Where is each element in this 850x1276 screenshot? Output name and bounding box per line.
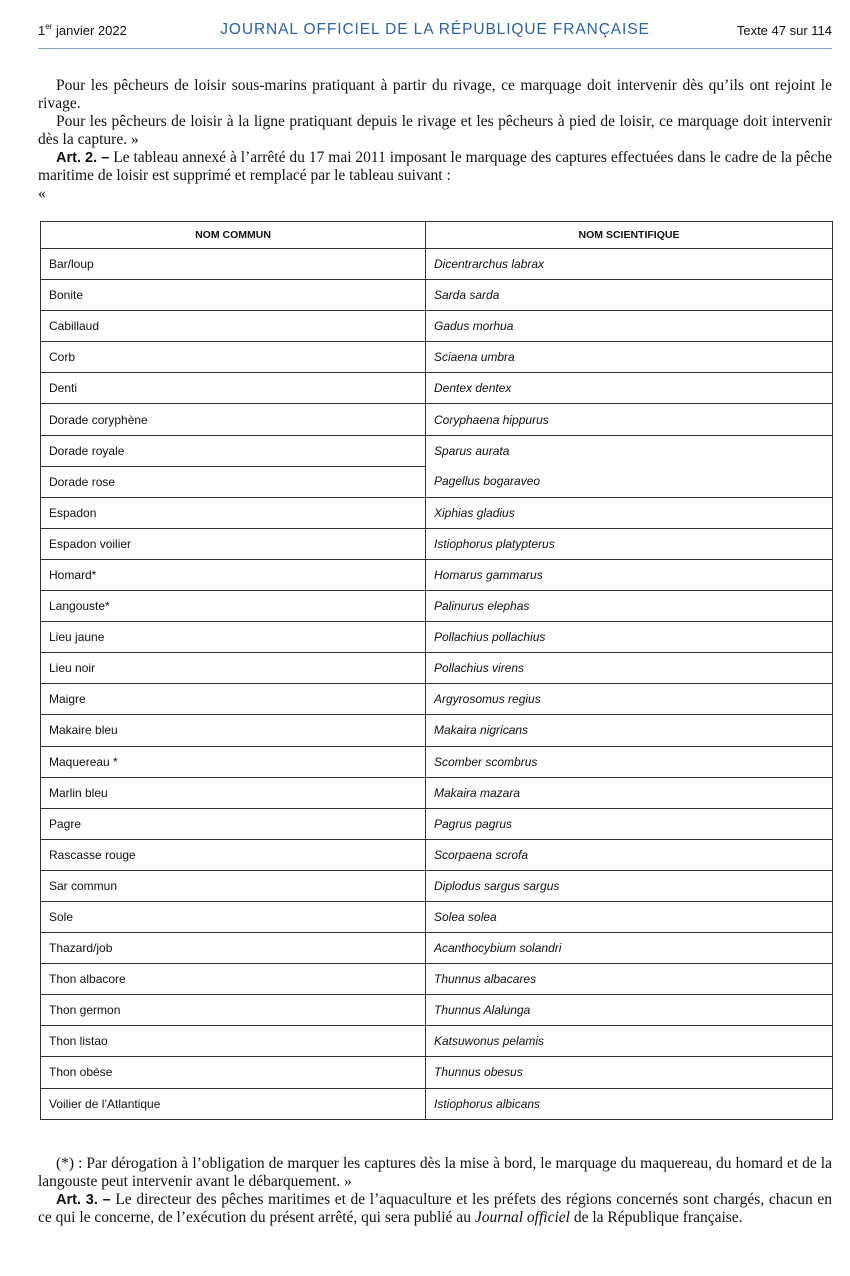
intro-text [38, 77, 832, 203]
scientific-name-cell: Pagellus bogaraveo [426, 466, 833, 497]
common-name-cell: Dorade coryphène [41, 404, 426, 435]
paragraph-2: Pour les pêcheurs de loisir à la ligne pratiquant depuis le rivage et les pêcheurs à pied de loisir, ce marquage doit intervenir dès la capture. » [38, 113, 832, 148]
common-name-cell: Makaire bleu [41, 715, 426, 746]
table-row [41, 933, 833, 964]
common-name-cell: Cabillaud [41, 311, 426, 342]
scientific-name-cell: Xiphias gladius [426, 497, 833, 528]
species-table [40, 221, 833, 1120]
table-row [41, 964, 833, 995]
table-row [41, 342, 833, 373]
scientific-name-cell: Makaira nigricans [426, 715, 833, 746]
common-name-cell: Maquereau * [41, 746, 426, 777]
scientific-name-cell: Pollachius virens [426, 653, 833, 684]
scientific-name-cell: Gadus morhua [426, 311, 833, 342]
scientific-name-cell: Istiophorus platypterus [426, 528, 833, 559]
article-2 [38, 149, 832, 185]
common-name-cell: Dorade royale [41, 435, 426, 466]
table-row [41, 684, 833, 715]
header-date-rest: janvier 2022 [52, 23, 127, 38]
scientific-name-cell: Thunnus obesus [426, 1057, 833, 1088]
header-scientific-name: NOM SCIENTIFIQUE [426, 222, 833, 249]
closing-text [38, 1155, 832, 1227]
common-name-cell: Lieu jaune [41, 622, 426, 653]
scientific-name-cell: Sciaena umbra [426, 342, 833, 373]
scientific-name-cell: Scorpaena scrofa [426, 839, 833, 870]
table-row [41, 901, 833, 932]
table-row [41, 249, 833, 280]
scientific-name-cell: Coryphaena hippurus [426, 404, 833, 435]
scientific-name-cell: Sparus aurata [426, 435, 833, 466]
header-common-name: NOM COMMUN [41, 222, 426, 249]
table-row [41, 808, 833, 839]
scientific-name-cell: Sarda sarda [426, 280, 833, 311]
scientific-name-cell: Palinurus elephas [426, 591, 833, 622]
scientific-name-cell: Diplodus sargus sargus [426, 870, 833, 901]
common-name-cell: Sar commun [41, 870, 426, 901]
table-row [41, 373, 833, 404]
page-header [38, 18, 832, 49]
table-row [41, 528, 833, 559]
common-name-cell: Thon listao [41, 1026, 426, 1057]
common-name-cell: Thon albacore [41, 964, 426, 995]
common-name-cell: Thazard/job [41, 933, 426, 964]
table-row [41, 497, 833, 528]
scientific-name-cell: Solea solea [426, 901, 833, 932]
scientific-name-cell: Thunnus albacares [426, 964, 833, 995]
common-name-cell: Lieu noir [41, 653, 426, 684]
article-3-text-before: Le directeur des pêches maritimes et de l’aquaculture et les préfets des régions concernés sont chargés, chacun en ce qui le concerne, de l’exécution du présent arrêté, qui sera publié au [38, 1191, 832, 1226]
footnote: (*) : Par dérogation à l’obligation de marquer les captures dès la mise à bord, le marquage du maquereau, du homard et de la langouste peut intervenir avant le débarquement. » [38, 1155, 832, 1190]
scientific-name-cell: Istiophorus albicans [426, 1088, 833, 1119]
article-3-label: Art. 3. – [56, 1192, 111, 1208]
scientific-name-cell: Thunnus Alalunga [426, 995, 833, 1026]
common-name-cell: Sole [41, 901, 426, 932]
table-row [41, 622, 833, 653]
header-date-day: 1 [38, 23, 46, 38]
table-row [41, 311, 833, 342]
table-row [41, 870, 833, 901]
table-row [41, 1057, 833, 1088]
table-header-row [41, 222, 833, 249]
common-name-cell: Pagre [41, 808, 426, 839]
table-row [41, 1026, 833, 1057]
scientific-name-cell: Katsuwonus pelamis [426, 1026, 833, 1057]
scientific-name-cell: Scomber scombrus [426, 746, 833, 777]
table-row [41, 839, 833, 870]
scientific-name-cell: Dentex dentex [426, 373, 833, 404]
table-row [41, 995, 833, 1026]
article-3-italic: Journal officiel [474, 1209, 570, 1226]
scientific-name-cell: Makaira mazara [426, 777, 833, 808]
common-name-cell: Espadon [41, 497, 426, 528]
common-name-cell: Langouste* [41, 591, 426, 622]
scientific-name-cell: Argyrosomus regius [426, 684, 833, 715]
table-row [41, 715, 833, 746]
table-row [41, 466, 833, 497]
table-row [41, 591, 833, 622]
table-row [41, 435, 833, 466]
scientific-name-cell: Acanthocybium solandri [426, 933, 833, 964]
article-3-text-after: de la République française. [569, 1209, 743, 1226]
species-table-body [41, 249, 833, 1120]
common-name-cell: Bonite [41, 280, 426, 311]
common-name-cell: Voilier de l’Atlantique [41, 1088, 426, 1119]
common-name-cell: Marlin bleu [41, 777, 426, 808]
common-name-cell: Thon germon [41, 995, 426, 1026]
common-name-cell: Espadon voilier [41, 528, 426, 559]
header-date-sup: er [45, 22, 53, 31]
common-name-cell: Bar/loup [41, 249, 426, 280]
table-row [41, 280, 833, 311]
common-name-cell: Corb [41, 342, 426, 373]
table-row [41, 559, 833, 590]
table-row [41, 1088, 833, 1119]
common-name-cell: Thon obèse [41, 1057, 426, 1088]
table-row [41, 746, 833, 777]
common-name-cell: Dorade rose [41, 466, 426, 497]
common-name-cell: Homard* [41, 559, 426, 590]
scientific-name-cell: Homarus gammarus [426, 559, 833, 590]
table-row [41, 653, 833, 684]
article-3 [38, 1191, 832, 1227]
table-row [41, 777, 833, 808]
scientific-name-cell: Pollachius pollachius [426, 622, 833, 653]
table-row [41, 404, 833, 435]
page-reference: Texte 47 sur 114 [736, 23, 832, 38]
paragraph-1: Pour les pêcheurs de loisir sous-marins pratiquant à partir du rivage, ce marquage doit intervenir dès qu’ils ont rejoint le rivage. [38, 77, 832, 112]
common-name-cell: Denti [41, 373, 426, 404]
scientific-name-cell: Dicentrarchus labrax [426, 249, 833, 280]
article-2-label: Art. 2. – [56, 150, 110, 166]
open-quote: « [38, 185, 46, 202]
species-table-wrapper [40, 221, 832, 1120]
common-name-cell: Maigre [41, 684, 426, 715]
article-2-text: Le tableau annexé à l’arrêté du 17 mai 2011 imposant le marquage des captures effectuées dans le cadre de la pêche maritime de loisir est supprimé et remplacé par le tableau suivant : [38, 149, 832, 184]
scientific-name-cell: Pagrus pagrus [426, 808, 833, 839]
common-name-cell: Rascasse rouge [41, 839, 426, 870]
journal-title: JOURNAL OFFICIEL DE LA RÉPUBLIQUE FRANÇAISE [220, 21, 650, 38]
